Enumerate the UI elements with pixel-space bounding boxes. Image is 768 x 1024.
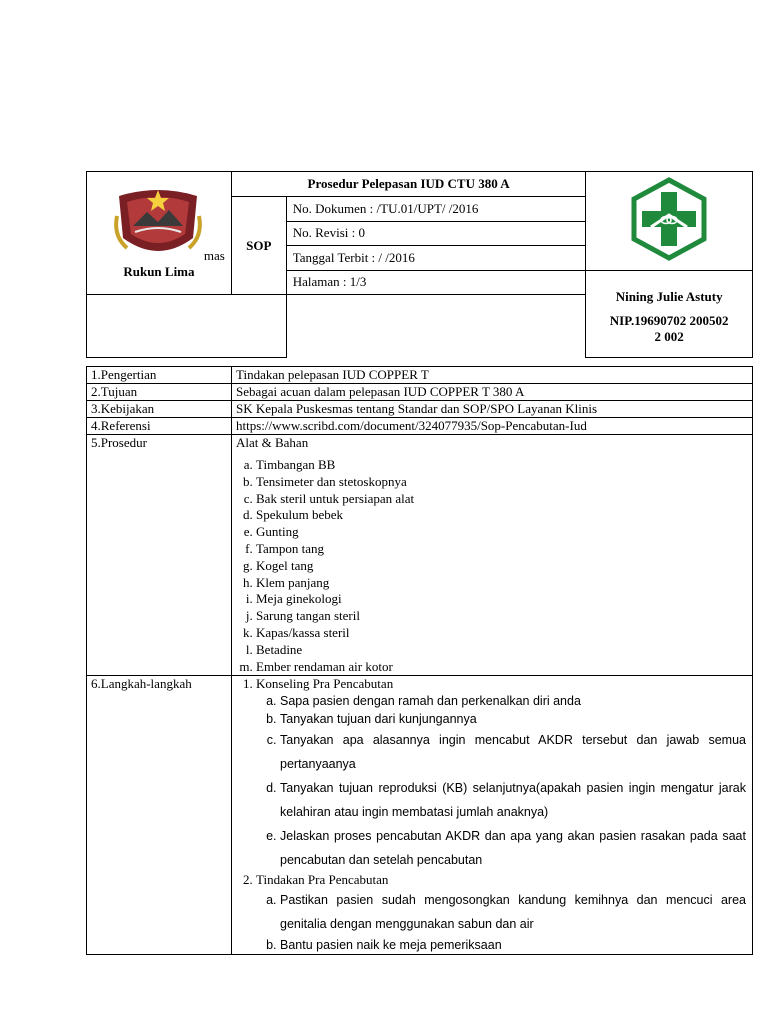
tools-heading: Alat & Bahan: [236, 435, 309, 450]
list-item: j. Sarung tangan steril: [256, 608, 752, 625]
puskesmas-logo-icon: [629, 177, 709, 261]
row-label-tujuan: 2.Tujuan: [87, 384, 232, 401]
tools-list: [236, 457, 752, 675]
row-label-pengertian: 1.Pengertian: [87, 367, 232, 384]
signatory-name: Nining Julie Astuty: [615, 288, 723, 304]
row-label-referensi: 4.Referensi: [87, 418, 232, 435]
list-item: h. Klem panjang: [256, 575, 752, 592]
blank-cell: [87, 295, 287, 358]
list-item: a. Timbangan BB: [256, 457, 752, 474]
substeps-list: [256, 692, 752, 872]
document-title: Prosedur Pelepasan IUD CTU 380 A: [231, 172, 585, 197]
signatory-nip-line1: NIP.19690702 200502: [609, 312, 729, 328]
org-name: Rukun Lima: [123, 264, 195, 279]
meta-tanggal-terbit: Tanggal Terbit : / /2016: [286, 246, 586, 271]
signatory-nip-line2: 2 002: [654, 328, 684, 344]
row-label-kebijakan: 3.Kebijakan: [87, 401, 232, 418]
meta-halaman: Halaman : 1/3: [286, 270, 586, 295]
row-value-referensi: https://www.scribd.com/document/324077935/Sop-Pencabutan-Iud: [232, 418, 753, 435]
signatory-block: [586, 270, 753, 358]
step-title: Tindakan Pra Pencabutan: [256, 872, 389, 888]
list-item: f. Tampon tang: [256, 541, 752, 558]
sop-label: SOP: [231, 197, 286, 295]
step-title: Konseling Pra Pencabutan: [256, 676, 394, 692]
list-item: c. Tanyakan apa alasannya ingin mencabut AKDR tersebut dan jawab semua pertanyaanya: [280, 728, 752, 776]
substeps-list: [256, 888, 752, 954]
list-item: a. Pastikan pasien sudah mengosongkan kandung kemihnya dan mencuci area genitalia dengan menggunakan sabun dan air: [280, 888, 752, 936]
meta-no-revisi: No. Revisi : 0: [286, 221, 586, 246]
list-item: g. Kogel tang: [256, 558, 752, 575]
row-label-langkah: 6.Langkah-langkah: [87, 676, 232, 955]
step-item: [256, 872, 752, 954]
list-item: c. Bak steril untuk persiapan alat: [256, 491, 752, 508]
list-item: a. Sapa pasien dengan ramah dan perkenalkan diri anda: [280, 692, 752, 710]
org-name-fragment: mas: [203, 248, 225, 263]
row-value-prosedur: [232, 435, 753, 676]
health-logo-cell: [586, 172, 753, 271]
row-value-pengertian: Tindakan pelepasan IUD COPPER T: [232, 367, 753, 384]
row-value-kebijakan: SK Kepala Puskesmas tentang Standar dan SOP/SPO Layanan Klinis: [232, 401, 753, 418]
list-item: m. Ember rendaman air kotor: [256, 659, 752, 676]
list-item: l. Betadine: [256, 642, 752, 659]
list-item: d. Spekulum bebek: [256, 507, 752, 524]
list-item: k. Kapas/kassa steril: [256, 625, 752, 642]
list-item: i. Meja ginekologi: [256, 591, 752, 608]
row-label-prosedur: 5.Prosedur: [87, 435, 232, 676]
meta-no-dokumen: No. Dokumen : /TU.01/UPT/ /2016: [286, 197, 586, 222]
list-item: b. Tanyakan tujuan dari kunjungannya: [280, 710, 752, 728]
list-item: e. Jelaskan proses pencabutan AKDR dan apa yang akan pasien rasakan pada saat pencabutan dan setelah pencabutan: [280, 824, 752, 872]
list-item: b. Tensimeter dan stetoskopnya: [256, 474, 752, 491]
steps-list: [236, 676, 752, 954]
sop-body-table: [86, 366, 753, 955]
sop-header-table: [86, 171, 753, 358]
institution-cell: [87, 172, 232, 295]
list-item: d. Tanyakan tujuan reproduksi (KB) selanjutnya(apakah pasien ingin mengatur jarak kelahiran atau ingin membatasi jumlah anaknya): [280, 776, 752, 824]
row-value-langkah: [232, 676, 753, 955]
row-value-tujuan: Sebagai acuan dalam pelepasan IUD COPPER T 380 A: [232, 384, 753, 401]
list-item: e. Gunting: [256, 524, 752, 541]
step-item: [256, 676, 752, 872]
list-item: b. Bantu pasien naik ke meja pemeriksaan: [280, 936, 752, 954]
